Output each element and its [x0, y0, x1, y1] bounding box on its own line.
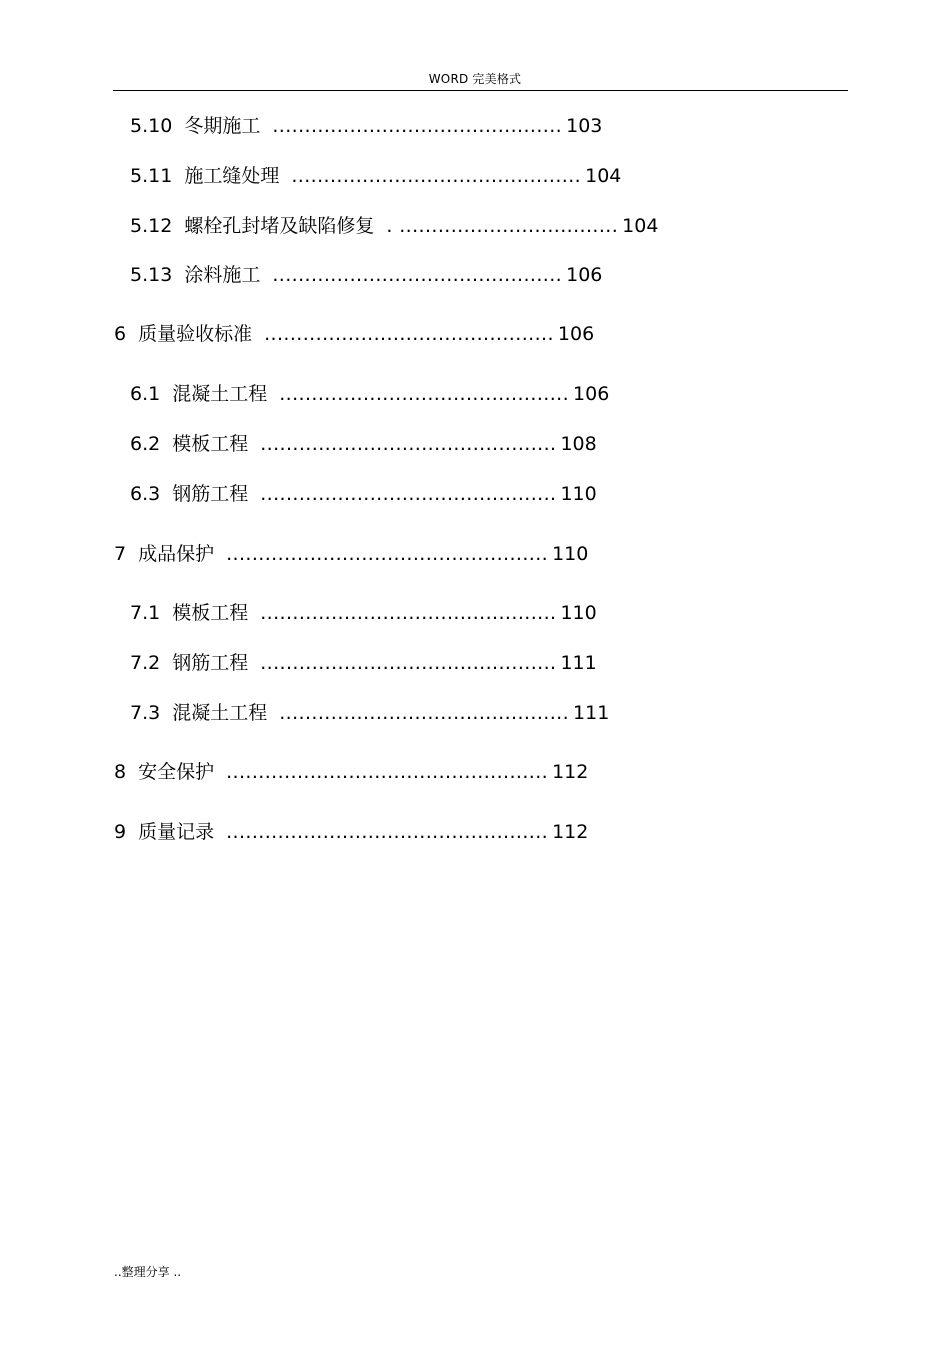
toc-entry[interactable] [130, 113, 602, 139]
toc-entry-number: 5.13 [130, 264, 173, 286]
toc-entry-title: 混凝土工程 [172, 702, 268, 724]
toc-entry[interactable] [130, 213, 658, 239]
page-footer: ..整理分享 .. [114, 1265, 182, 1279]
toc-entry-page: 106 [573, 383, 610, 405]
toc-entry-number: 7.1 [130, 602, 161, 624]
toc-entry-number: 7 [114, 543, 127, 565]
page-header: WORD 完美格式 [428, 72, 522, 86]
toc-entry-page: 104 [585, 165, 622, 187]
header-rule [113, 90, 848, 91]
toc-entry-page: 111 [573, 702, 610, 724]
toc-entry-leader: ............................................. [279, 702, 570, 724]
toc-entry[interactable] [114, 541, 588, 567]
toc-entry-page: 110 [560, 602, 597, 624]
toc-entry-page: 106 [566, 264, 603, 286]
toc-entry[interactable] [130, 600, 597, 626]
toc-entry-number: 6 [114, 323, 127, 345]
toc-entry-number: 6.3 [130, 483, 161, 505]
toc-entry-title: 质量验收标准 [138, 323, 253, 345]
toc-entry-number: 5.11 [130, 165, 173, 187]
toc-entry-number: 6.1 [130, 383, 161, 405]
toc-entry[interactable] [130, 700, 609, 726]
toc-entry-title: 模板工程 [172, 433, 249, 455]
toc-entry-title: 成品保护 [138, 543, 215, 565]
toc-entry[interactable] [130, 381, 609, 407]
toc-entry-number: 8 [114, 761, 127, 783]
toc-entry-title: 混凝土工程 [172, 383, 268, 405]
toc-entry-title: 钢筋工程 [172, 652, 249, 674]
toc-entry-number: 7.2 [130, 652, 161, 674]
toc-entry-leader: ............................................. [272, 115, 563, 137]
toc-entry-page: 104 [622, 215, 659, 237]
toc-entry-title: 质量记录 [138, 821, 215, 843]
toc-entry-page: 112 [552, 821, 589, 843]
toc-entry-title: 安全保护 [138, 761, 215, 783]
toc-entry-page: 111 [560, 652, 597, 674]
toc-entry[interactable] [130, 262, 602, 288]
toc-entry-leader: ............................................. [279, 383, 570, 405]
toc-entry-leader: ............................................. [272, 264, 563, 286]
toc-entry[interactable] [130, 163, 621, 189]
toc-entry-leader: .................................................. [226, 543, 549, 565]
toc-entry-number: 5.12 [130, 215, 173, 237]
toc-entry-title: 模板工程 [172, 602, 249, 624]
toc-entry-leader: . .................................. [386, 215, 619, 237]
toc-entry-page: 110 [552, 543, 589, 565]
toc-entry[interactable] [114, 321, 594, 347]
toc-entry-leader: .............................................. [260, 652, 557, 674]
toc-entry-page: 110 [560, 483, 597, 505]
toc-entry[interactable] [130, 650, 597, 676]
toc-entry-leader: .............................................. [260, 433, 557, 455]
toc-entry-leader: .............................................. [260, 483, 557, 505]
toc-entry-page: 112 [552, 761, 589, 783]
toc-entry-page: 106 [557, 323, 595, 345]
toc-entry-leader: .................................................. [226, 761, 549, 783]
toc-entry-leader: .............................................. [260, 602, 557, 624]
toc-entry[interactable] [130, 481, 597, 507]
toc-entry-leader: .................................................. [226, 821, 549, 843]
toc-entry[interactable] [130, 431, 597, 457]
toc-entry-title: 涂料施工 [184, 264, 261, 286]
toc-entry-leader: ............................................. [264, 323, 554, 345]
toc-entry-title: 螺栓孔封堵及缺陷修复 [184, 215, 375, 237]
toc-entry-title: 钢筋工程 [172, 483, 249, 505]
toc-entry-number: 7.3 [130, 702, 161, 724]
toc-entry-leader: ............................................. [291, 165, 582, 187]
toc-entry-title: 施工缝处理 [184, 165, 280, 187]
toc-entry-title: 冬期施工 [184, 115, 261, 137]
toc-entry-number: 6.2 [130, 433, 161, 455]
toc-entry-number: 9 [114, 821, 127, 843]
toc-entry-page: 108 [560, 433, 597, 455]
toc-entry[interactable] [114, 819, 588, 845]
toc-entry-number: 5.10 [130, 115, 173, 137]
toc-entry-page: 103 [566, 115, 603, 137]
toc-entry[interactable] [114, 759, 588, 785]
